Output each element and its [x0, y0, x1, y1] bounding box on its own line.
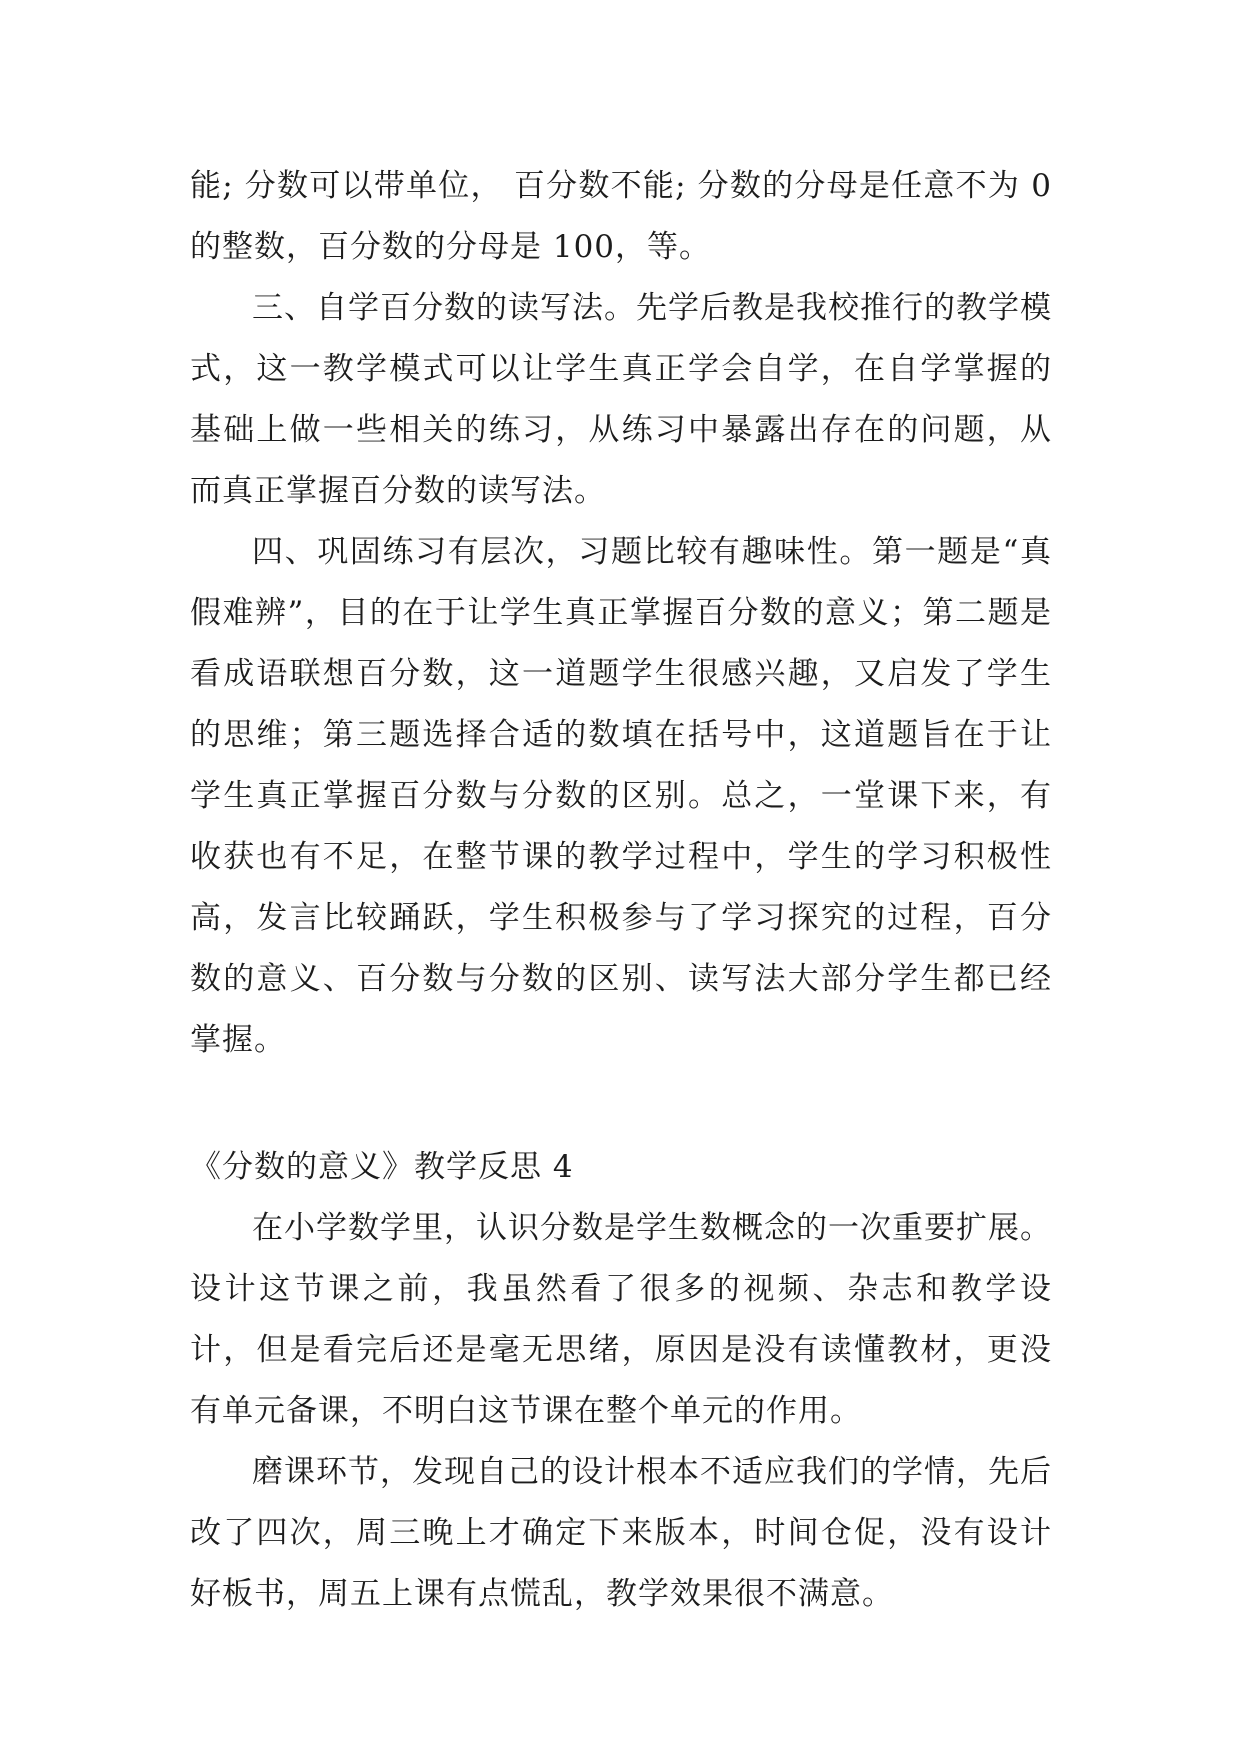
document-body — [190, 156, 1052, 1625]
section-heading: 《分数的意义》教学反思 4 — [190, 1149, 574, 1185]
paragraph-reading-writing: 三、自学百分数的读写法。先学后教是我校推行的教学模式，这一教学模式可以让学生真正学会自学，在自学掌握的基础上做一些相关的练习，从练习中暴露出存在的问题，从而真正掌握百分数的读写法。 — [190, 290, 1052, 509]
paragraph-section-rehearsal: 磨课环节，发现自己的设计根本不适应我们的学情，先后改了四次，周三晚上才确定下来版本，时间仓促，没有设计好板书，周五上课有点慌乱，教学效果很不满意。 — [190, 1454, 1052, 1612]
paragraph-continuation: 能; 分数可以带单位， 百分数不能; 分数的分母是任意不为 0 的整数，百分数的分母是 100，等。 — [190, 168, 1052, 265]
paragraph-section-intro: 在小学数学里，认识分数是学生数概念的一次重要扩展。设计这节课之前，我虽然看了很多的视频、杂志和教学设计，但是看完后还是毫无思绪，原因是没有读懂教材，更没有单元备课，不明白这节课在整个单元的作用。 — [190, 1210, 1052, 1429]
paragraph-practice: 四、巩固练习有层次，习题比较有趣味性。第一题是“真假难辨”，目的在于让学生真正掌握百分数的意义；第二题是看成语联想百分数，这一道题学生很感兴趣，又启发了学生的思维；第三题选择合适的数填在括号中，这道题旨在于让学生真正掌握百分数与分数的区别。总之，一堂课下来，有收获也有不足，在整节课的教学过程中，学生的学习积极性高，发言比较踊跃，学生积极参与了学习探究的过程，百分数的意义、百分数与分数的区别、读写法大部分学生都已经掌握。 — [190, 534, 1052, 1058]
